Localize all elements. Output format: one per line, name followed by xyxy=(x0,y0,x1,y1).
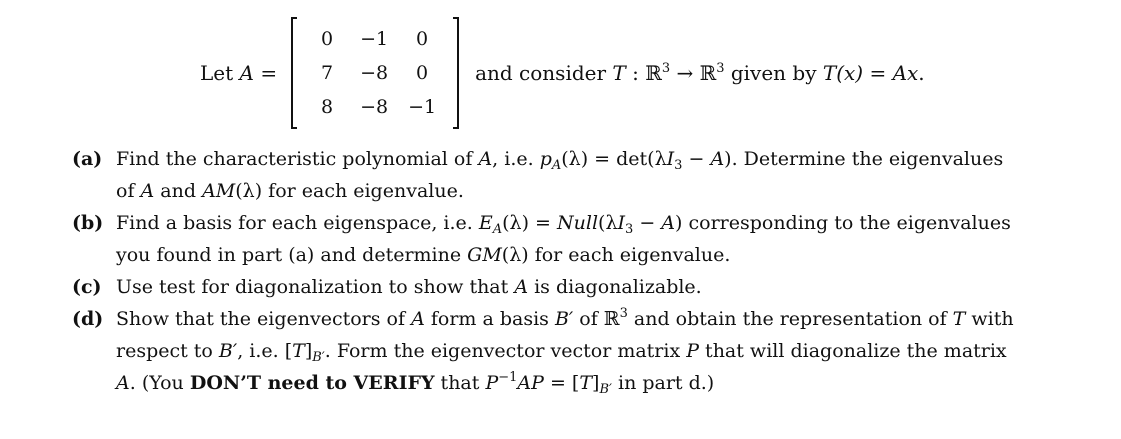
text: respect to xyxy=(116,340,219,362)
math: A xyxy=(710,148,725,170)
part-line xyxy=(116,271,1062,303)
matrix-definition xyxy=(200,18,925,128)
exponent: 3 xyxy=(716,61,725,76)
matrix-cell: −1 xyxy=(360,28,389,50)
text: Show that the eigenvectors of xyxy=(116,308,412,330)
part-a xyxy=(72,143,1062,207)
part-d xyxy=(72,303,1062,399)
consider-text: and consider xyxy=(475,61,607,85)
exponent: 3 xyxy=(661,61,671,76)
math: GM xyxy=(467,244,502,266)
text: in part d.) xyxy=(611,372,715,394)
text: of xyxy=(116,180,141,202)
math: T xyxy=(952,308,966,330)
math: A xyxy=(661,212,676,234)
text: with xyxy=(965,308,1014,330)
text: ). Determine the eigenvalues xyxy=(724,148,1004,170)
part-label: (b) xyxy=(72,212,104,234)
codomain-text: → ℝ xyxy=(670,61,717,85)
period: . xyxy=(918,61,925,85)
equals-sign: = xyxy=(253,61,278,85)
part-line xyxy=(116,175,1062,207)
let-word: Let xyxy=(200,61,234,85)
text: (λ) for each eigenvalue. xyxy=(235,180,464,202)
matrix-cell: −1 xyxy=(408,96,437,118)
text: − xyxy=(633,212,662,234)
part-line xyxy=(116,143,1062,175)
part-line xyxy=(116,207,1062,239)
text: you found in part (a) and determine xyxy=(116,244,468,266)
exponent: 3 xyxy=(619,306,628,321)
math: P xyxy=(686,340,700,362)
text: , i.e. [ xyxy=(237,340,293,362)
exponent: −1 xyxy=(498,370,518,385)
text: and obtain the representation of xyxy=(627,308,953,330)
text: = [ xyxy=(543,372,580,394)
given-by-text: given by xyxy=(724,61,823,85)
bold-text: DON’T need to VERIFY xyxy=(189,372,435,394)
text: ] xyxy=(592,372,600,394)
subscript: 3 xyxy=(625,222,634,237)
text: (λ) = xyxy=(502,212,558,234)
math: B′ xyxy=(554,308,574,330)
text: ) corresponding to the eigenvalues xyxy=(675,212,1011,234)
math: AP xyxy=(517,372,544,394)
math: A xyxy=(140,180,155,202)
part-label: (a) xyxy=(72,148,103,170)
math: Null xyxy=(557,212,599,234)
part-line xyxy=(116,239,1062,271)
text: Find a basis for each eigenspace, i.e. xyxy=(116,212,479,234)
part-line xyxy=(116,335,1062,367)
math: A xyxy=(514,276,529,298)
matrix-cell: 7 xyxy=(321,62,334,84)
math: T xyxy=(292,340,305,362)
transformation-statement xyxy=(475,61,925,85)
text: . Form the eigenvector vector matrix xyxy=(324,340,687,362)
matrix-cell: 0 xyxy=(416,62,429,84)
text: (λ xyxy=(598,212,618,234)
text: and xyxy=(154,180,203,202)
matrix-cell: −8 xyxy=(360,96,389,118)
subscript: A xyxy=(492,222,503,237)
math: I xyxy=(617,212,626,234)
domain-text: : ℝ xyxy=(625,61,662,85)
problem-parts xyxy=(72,143,1062,399)
text: is diagonalizable. xyxy=(528,276,702,298)
text: . (You xyxy=(129,372,190,394)
text: − xyxy=(682,148,711,170)
part-c xyxy=(72,271,1062,303)
math: B′ xyxy=(218,340,238,362)
matrix-cell: −8 xyxy=(360,62,389,84)
matrix-cell: 8 xyxy=(321,96,334,118)
matrix-cell: 0 xyxy=(416,28,429,50)
t-of-x-formula: T(x) = Ax xyxy=(822,61,919,85)
subscript: 3 xyxy=(674,158,683,173)
math: E xyxy=(478,212,493,234)
matrix-cell: 0 xyxy=(321,28,334,50)
text: (λ) for each eigenvalue. xyxy=(501,244,731,266)
subscript: A xyxy=(551,158,562,173)
math: AM xyxy=(202,180,236,202)
math: I xyxy=(666,148,675,170)
let-a-label xyxy=(200,61,277,85)
math: p xyxy=(539,148,552,170)
text: that will diagonalize the matrix xyxy=(699,340,1007,362)
matrix-a xyxy=(291,18,459,128)
text: that xyxy=(434,372,486,394)
text: ] xyxy=(304,340,313,362)
math: A xyxy=(116,372,130,394)
part-label: (c) xyxy=(72,276,102,298)
text: (λ) = det(λ xyxy=(561,148,667,170)
part-b xyxy=(72,207,1062,271)
matrix-name: A xyxy=(239,61,254,85)
math: A xyxy=(478,148,493,170)
math: T xyxy=(579,372,593,394)
text: , i.e. xyxy=(492,148,540,170)
part-line xyxy=(116,367,1062,399)
math: P xyxy=(485,372,499,394)
part-label: (d) xyxy=(72,308,104,330)
t-symbol: T xyxy=(612,61,626,85)
subscript: B′ xyxy=(312,350,325,365)
text: Use test for diagonalization to show that xyxy=(116,276,515,298)
math: A xyxy=(411,308,425,330)
part-line xyxy=(116,303,1062,335)
text: Find the characteristic polynomial of xyxy=(116,148,479,170)
text: form a basis xyxy=(424,308,555,330)
text: of ℝ xyxy=(573,308,620,330)
subscript: B′ xyxy=(599,382,612,397)
